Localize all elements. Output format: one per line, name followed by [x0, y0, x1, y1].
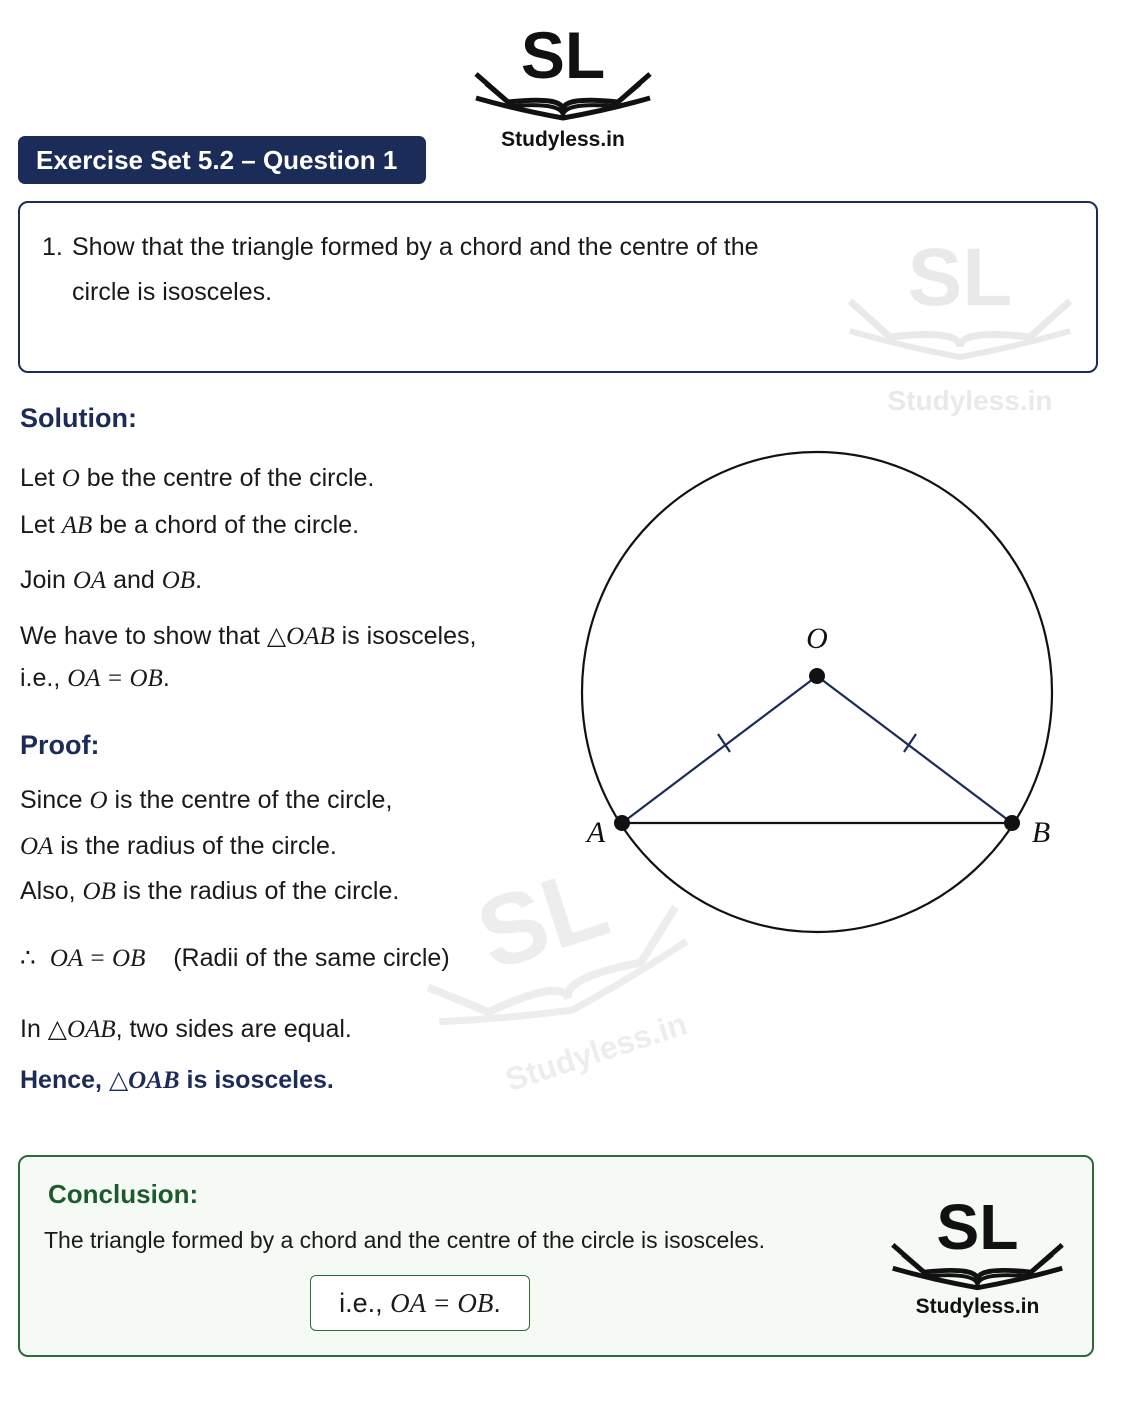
proof-line-2: OA is the radius of the circle.	[20, 832, 337, 860]
svg-text:Studyless.in: Studyless.in	[887, 385, 1053, 416]
studyless-logo-bottom	[885, 1185, 1070, 1295]
solution-line-5: i.e., OA = OB.	[20, 664, 170, 692]
circle-diagram	[560, 440, 1080, 950]
proof-line-6: Hence, △OAB is isosceles.	[20, 1066, 334, 1094]
conclusion-text: The triangle formed by a chord and the centre of the circle is isosceles.	[44, 1227, 766, 1253]
question-text-line2: circle is isosceles.	[72, 278, 273, 306]
point-o	[809, 668, 825, 684]
solution-line-1: Let O be the centre of the circle.	[20, 464, 375, 492]
label-b: B	[1031, 816, 1051, 849]
question-text-line1: Show that the triangle formed by a chord and the centre of the	[72, 233, 759, 261]
proof-line-5: In △OAB, two sides are equal.	[20, 1015, 352, 1043]
point-b	[1004, 815, 1020, 831]
label-a: A	[586, 816, 606, 849]
proof-heading: Proof:	[20, 730, 100, 760]
proof-line-4: ∴ OA = OB (Radii of the same circle)	[20, 944, 450, 972]
proof-line-3: Also, OB is the radius of the circle.	[20, 877, 400, 905]
answer-box: i.e., OA = OB.	[310, 1275, 530, 1331]
exercise-badge: Exercise Set 5.2 – Question 1	[18, 136, 426, 184]
therefore-symbol: ∴	[20, 944, 36, 972]
solution-line-3: Join OA and OB.	[20, 566, 203, 594]
svg-text:Studyless.in: Studyless.in	[501, 1005, 692, 1098]
proof-line-1: Since O is the centre of the circle,	[20, 786, 393, 814]
point-a	[614, 815, 630, 831]
logo-letters: SL	[520, 18, 606, 92]
solution-line-4: We have to show that △OAB is isosceles,	[20, 622, 477, 650]
studyless-logo-top	[468, 14, 658, 124]
brand-name-bottom: Studyless.in	[915, 1295, 1040, 1318]
solution-line-2: Let AB be a chord of the circle.	[20, 511, 360, 539]
question-number: 1.	[42, 233, 63, 261]
conclusion-heading: Conclusion:	[48, 1179, 199, 1209]
question-box	[18, 201, 1098, 373]
svg-text:SL: SL	[907, 232, 1013, 323]
radius-ob	[817, 676, 1012, 823]
svg-text:SL: SL	[464, 845, 621, 992]
solution-heading: Solution:	[20, 403, 137, 433]
svg-text:SL: SL	[936, 1190, 1019, 1263]
circle	[582, 452, 1052, 932]
brand-name-top: Studyless.in	[501, 128, 625, 151]
label-o: O	[806, 622, 828, 655]
conclusion-box	[18, 1155, 1094, 1357]
radius-oa	[622, 676, 817, 823]
